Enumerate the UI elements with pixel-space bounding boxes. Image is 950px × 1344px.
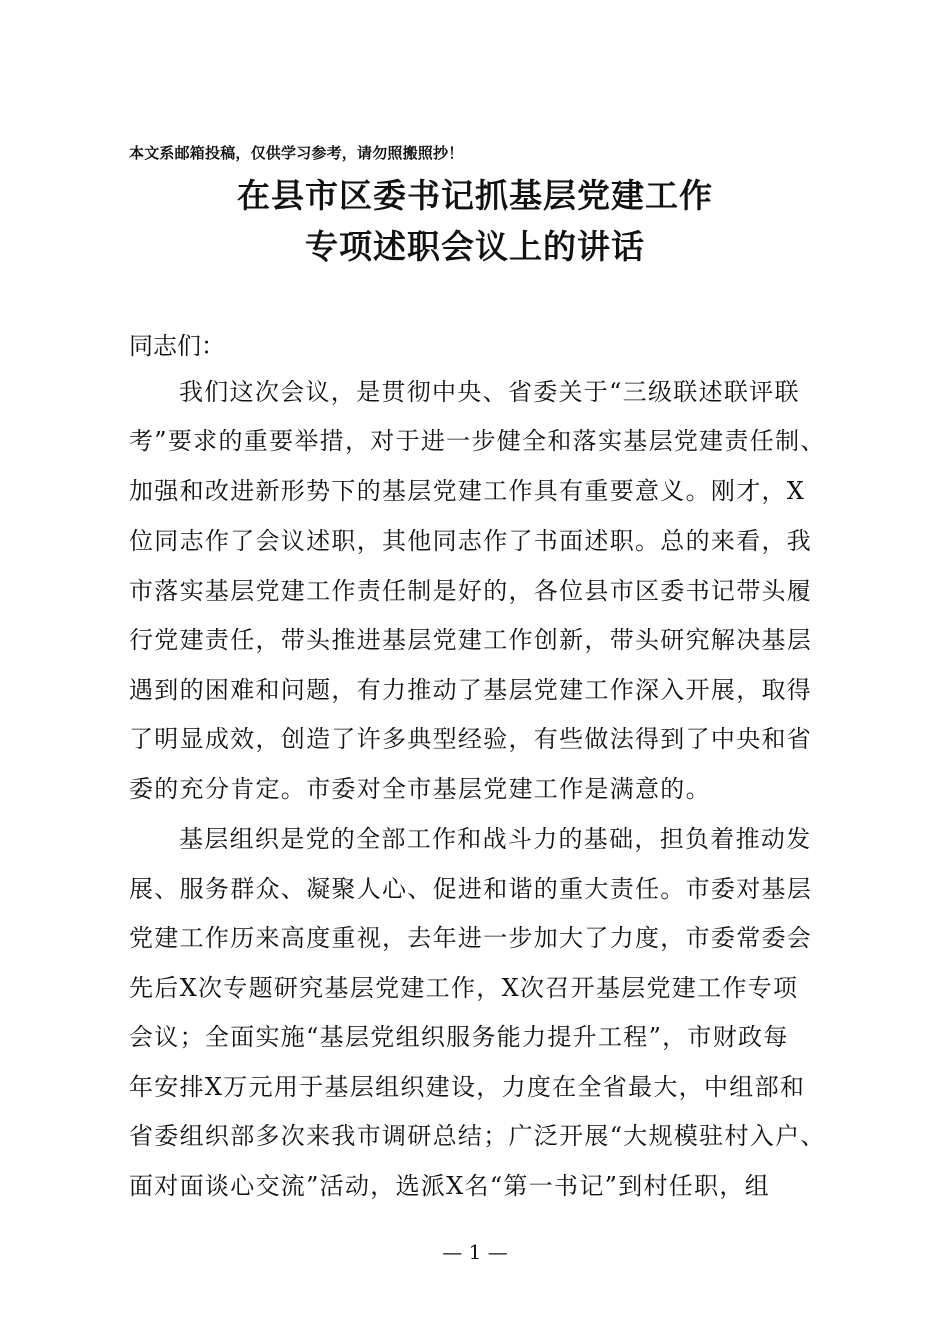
text-line: 行党建责任，带头推进基层党建工作创新，带头研究解决基层 [129, 626, 813, 654]
text-line: 加强和改进新形势下的基层党建工作具有重要意义。刚才，X [129, 477, 806, 505]
text-line: 先后X次专题研究基层党建工作，X次召开基层党建工作专项 [129, 974, 799, 1002]
submission-notice: 本文系邮箱投稿，仅供学习参考，请勿照搬照抄！ [129, 144, 464, 162]
text-line: 基层组织是党的全部工作和战斗力的基础，担负着推动发 [179, 825, 812, 853]
salutation: 同志们： [129, 332, 225, 360]
page-number: — 1 — [442, 1240, 508, 1264]
text-line: 会议；全面实施“基层党组织服务能力提升工程”，市财政每 [129, 1023, 789, 1051]
text-line: 市落实基层党建工作责任制是好的，各位县市区委书记带头履 [129, 577, 813, 605]
text-line: 省委组织部多次来我市调研总结；广泛开展“大规模驻村入户、 [129, 1122, 826, 1150]
text-line: 展、服务群众、凝聚人心、促进和谐的重大责任。市委对基层 [129, 875, 813, 903]
text-line: 位同志作了会议述职，其他同志作了书面述职。总的来看，我 [129, 527, 813, 555]
text-line: 遇到的困难和问题，有力推动了基层党建工作深入开展，取得 [129, 676, 813, 704]
text-line: 委的充分肯定。市委对全市基层党建工作是满意的。 [129, 775, 711, 803]
title-line-1: 在县市区委书记抓基层党建工作 [237, 176, 713, 215]
text-line: 了明显成效，创造了许多典型经验，有些做法得到了中央和省 [129, 725, 813, 753]
title-line-2: 专项述职会议上的讲话 [305, 227, 645, 266]
text-line: 我们这次会议，是贯彻中央、省委关于“三级联述联评联 [179, 378, 800, 406]
text-line: 考”要求的重要举措，对于进一步健全和落实基层党建责任制、 [129, 427, 826, 455]
text-line: 党建工作历来高度重视，去年进一步加大了力度，市委常委会 [129, 924, 813, 952]
text-line: 面对面谈心交流”活动，选派X名“第一书记”到村任职，组 [129, 1172, 770, 1200]
text-line: 年安排X万元用于基层组织建设，力度在全省最大，中组部和 [129, 1073, 806, 1101]
